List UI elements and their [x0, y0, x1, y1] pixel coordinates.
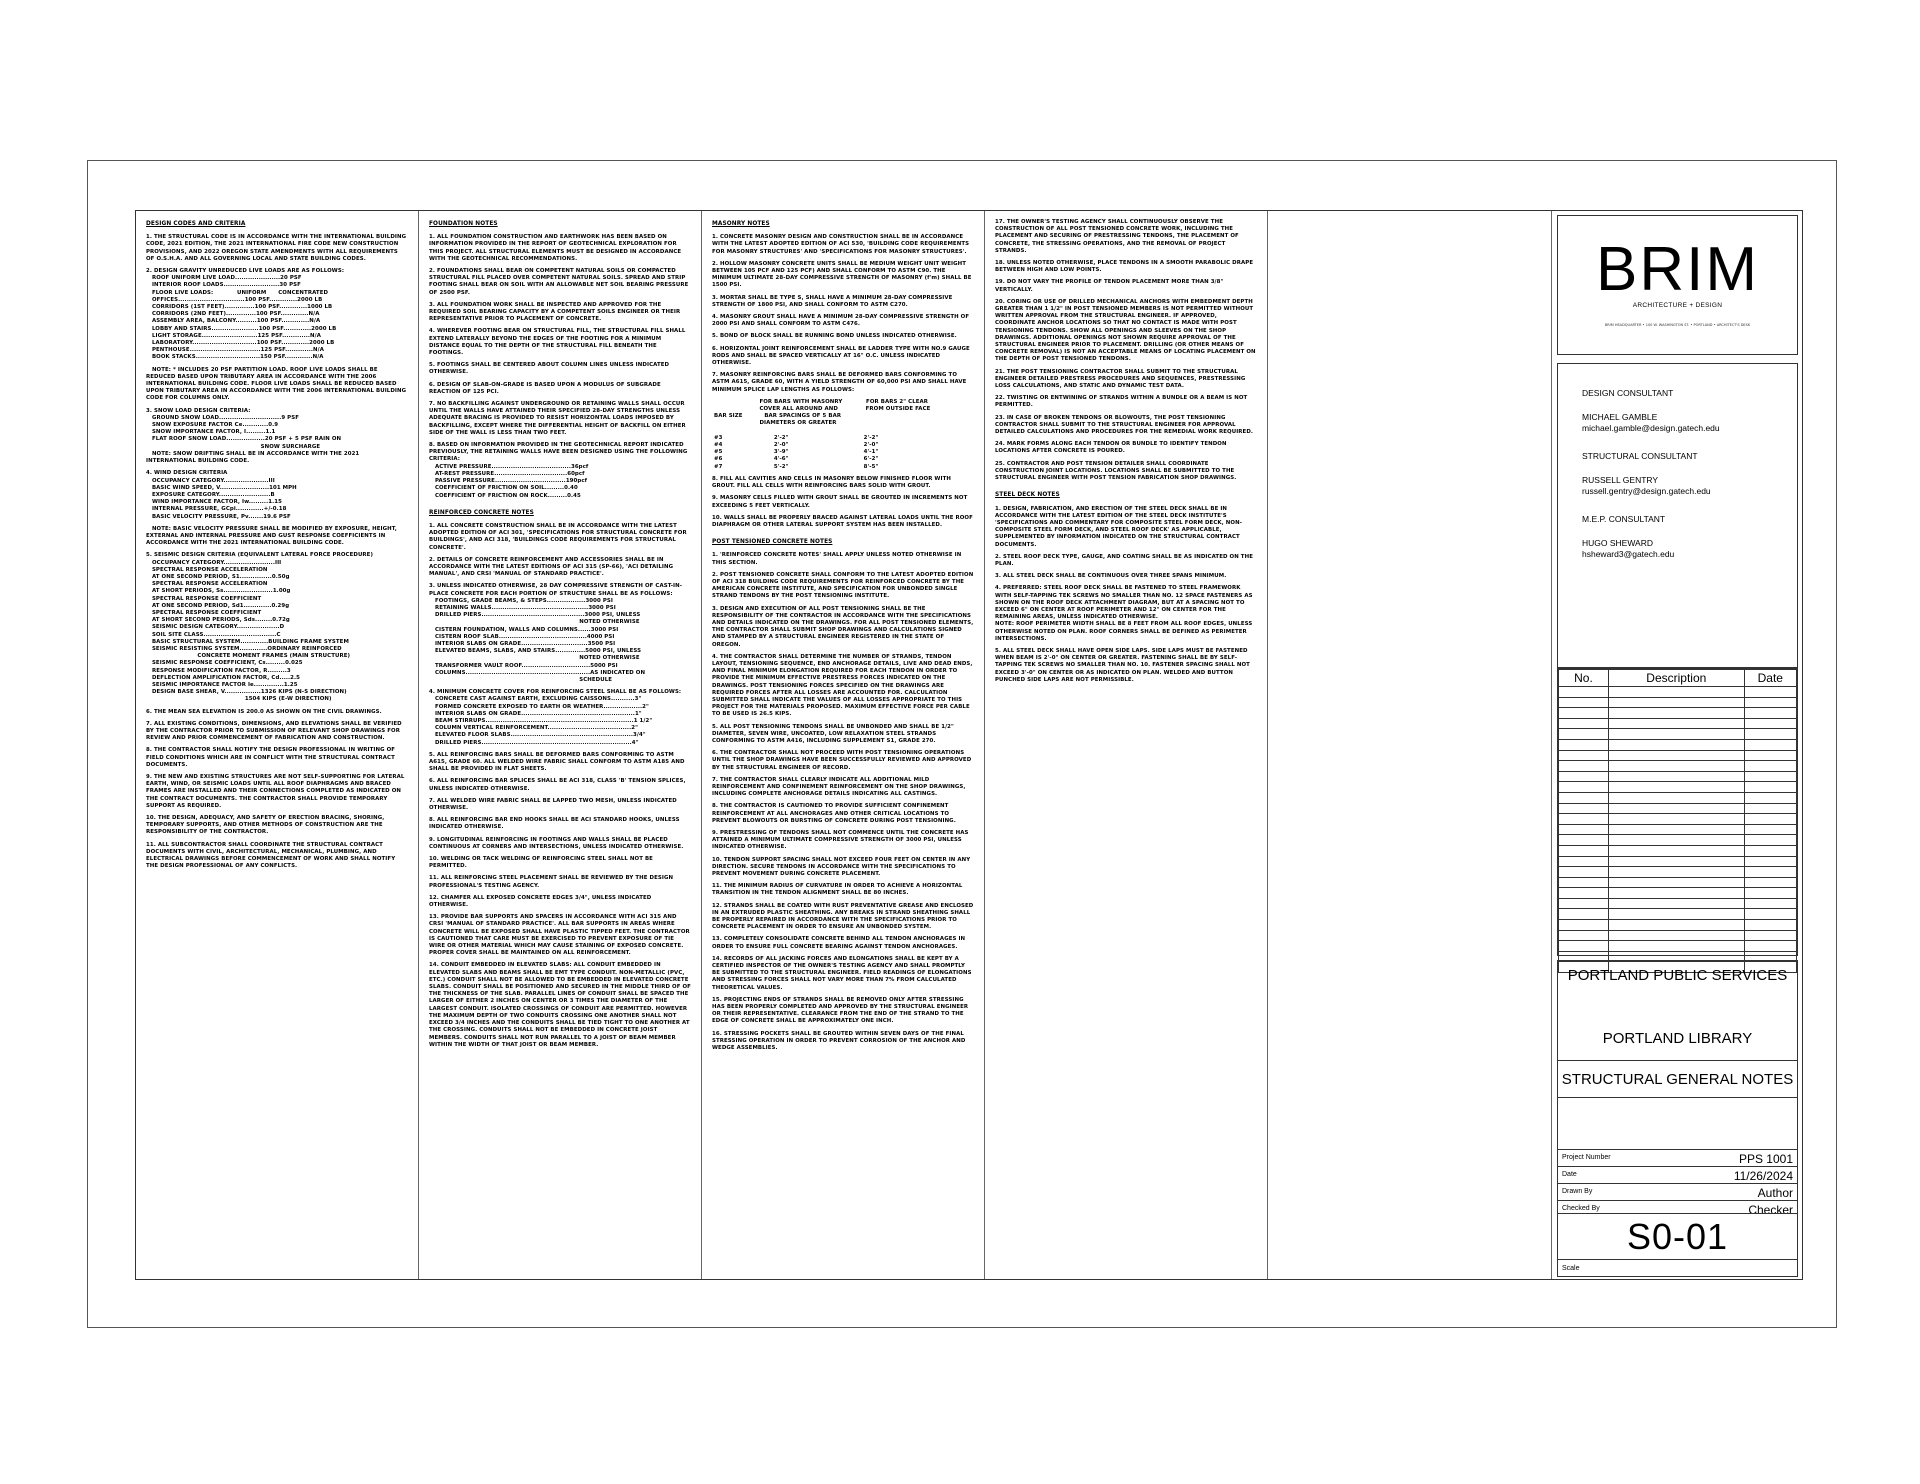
note-paragraph: 4. THE CONTRACTOR SHALL DETERMINE THE NUMBER OF STRANDS, TENDON LAYOUT, TENSIONING SEQUENCE, END ANCHORAGE DETAILS, LIVE AND DEAD ENDS, AND FINAL MINIMUM ELONGATION REQUIRED FOR EACH TENDON IN ORDER TO PROVIDE THE MINIMUM EFFECTIVE PRESTRESS FORCES INDICATED ON THE DRAWINGS. POST TENSIONING FORCES SPECIFIED ON THE DRAWINGS ARE REQUIRED FORCES AFTER ALL LOSSES ARE ACCOUNTED FOR. CALCULATION SUBMITTED SHALL INDICATE THE VALUES OF ALL LOSSES APPROPRIATE TO THIS PROJECT FOR THE MATERIALS PROPOSED. MAXIMUM EFFECTIVE FORCE PER CABLE TO BE USED IS 26.5 KIPS.	[712, 653, 975, 718]
revision-row	[1559, 803, 1797, 814]
title-frame	[135, 210, 1803, 1280]
revision-row	[1559, 729, 1797, 740]
revision-cell	[1559, 718, 1609, 729]
revision-cell	[1744, 718, 1796, 729]
revision-row	[1559, 814, 1797, 825]
note-paragraph: FOR BARS WITH MASONRY FOR BARS 2" CLEAR COVER ALL AROUND AND FROM OUTSIDE FACE BAR SIZE BAR SPACINGS OF 5 BAR DIAMETERS OR GREATER #3 2'-2" 2'-2" #4 2'-0" 2'-0" #5 3'-9" 4'-1" #6 4'-6" 6'-2" #7 5'-2" 8'-5"	[713, 398, 931, 470]
revision-row	[1559, 739, 1797, 750]
revision-cell	[1744, 771, 1796, 782]
revision-row	[1559, 792, 1797, 803]
revision-table	[1558, 669, 1797, 973]
note-paragraph: 10. WELDING OR TACK WELDING OF REINFORCING STEEL SHALL NOT BE PERMITTED.	[429, 856, 655, 870]
note-paragraph: 11. THE MINIMUM RADIUS OF CURVATURE IN ORDER TO ACHIEVE A HORIZONTAL TRANSITION IN THE TENDON ALIGNMENT SHALL BE 80 INCHES.	[712, 883, 965, 897]
revision-row	[1559, 718, 1797, 729]
note-paragraph: 6. DESIGN OF SLAB-ON-GRADE IS BASED UPON A MODULUS OF SUBGRADE REACTION OF 125 PCI.	[429, 381, 663, 395]
note-paragraph: 8. BASED ON INFORMATION PROVIDED IN THE GEOTECHNICAL REPORT INDICATED PREVIOUSLY, THE RETAINING WALLS HAVE BEEN DESIGNED USING THE FOLLOWING CRITERIA: ACTIVE PRESSURE.....................................36pcf AT-REST PRESSURE..................................60pcf PASSIVE PRESSURE.................................190pcf COEFFICIENT OF FRICTION ON SOIL.........0.40 COEFFICIENT OF FRICTION ON ROCK.........0.45	[429, 442, 688, 499]
note-paragraph: 5. ALL STEEL DECK SHALL HAVE OPEN SIDE LAPS. SIDE LAPS MUST BE FASTENED WHEN BEAM IS 2'-0" ON CENTER OR GREATER. FASTENING SHALL BE BY SELF-TAPPING TEK SCREWS NO SMALLER THAN NO. 10. FASTENER SPACING SHALL NOT EXCEED 3'-0" ON CENTER OR AS INDICATED ON PLAN. WELDED AND BUTTON PUNCHED SIDE LAPS ARE NOT PERMISSIBLE.	[995, 647, 1252, 683]
revision-cell	[1559, 941, 1609, 952]
logo-address: BRIM HEADQUARTER • 100 W. WASHINGTON ST. • PORTLAND • ARCHITECT'S DESK	[1604, 323, 1751, 327]
note-paragraph: 2. DESIGN GRAVITY UNREDUCED LIVE LOADS ARE AS FOLLOWS: ROOF UNIFORM LIVE LOAD.....................20 PSF INTERIOR ROOF LOADS..........................30 PSF FLOOR LIVE LOADS: UNIFORM CONCENTRATED OFFICES...............................100 PSF.............2000 LB CORRIDORS (1ST FEET)..............100 PSF.............1000 LB CORRIDORS (2ND FEET)..............100 PSF.............N/A ASSEMBLY AREA, BALCONY..........100 PSF.............N/A LOBBY AND STAIRS......................100 PSF.............2000 LB LIGHT STORAGE..........................125 PSF.............N/A LABORATORY..............................100 PSF.............2000 LB PENTHOUSE.................................125 PSF.............N/A BOOK STACKS..............................150 PSF.............N/A	[146, 268, 345, 361]
revision-row	[1559, 687, 1797, 698]
info-label: Date	[1562, 1171, 1577, 1178]
rev-header-no: No.	[1559, 670, 1609, 687]
revision-cell	[1608, 718, 1744, 729]
revision-row	[1559, 835, 1797, 846]
note-paragraph: 1. 'REINFORCED CONCRETE NOTES' SHALL APPLY UNLESS NOTED OTHERWISE IN THIS SECTION.	[712, 552, 964, 566]
sheet-number-box	[1558, 1213, 1797, 1260]
revision-row	[1559, 888, 1797, 899]
revision-cell	[1559, 729, 1609, 740]
revision-row	[1559, 697, 1797, 708]
section-heading: STEEL DECK NOTES	[995, 492, 1060, 499]
note-paragraph: 6. HORIZONTAL JOINT REINFORCEMENT SHALL BE LADDER TYPE WITH NO.9 GAUGE RODS AND SHALL BE SPACED VERTICALLY AT 16" O.C. UNLESS INDICATED OTHERWISE.	[712, 345, 972, 367]
revision-cell	[1559, 888, 1609, 899]
notes-column-3	[702, 211, 985, 1279]
note-paragraph: 10. THE DESIGN, ADEQUACY, AND SAFETY OF ERECTION BRACING, SHORING, TEMPORARY SUPPORTS, AND OTHER METHODS OF CONSTRUCTION ARE THE RESPONSIBILITY OF THE CONTRACTOR.	[146, 815, 387, 836]
revision-cell	[1608, 761, 1744, 772]
revision-cell	[1608, 687, 1744, 698]
revision-cell	[1744, 930, 1796, 941]
note-paragraph: 1. DESIGN, FABRICATION, AND ERECTION OF THE STEEL DECK SHALL BE IN ACCORDANCE WITH THE LATEST EDITION OF THE STEEL DECK INSTITUTE'S 'SPECIFICATIONS AND COMMENTARY FOR COMPOSITE STEEL FORM DECK, NON-COMPOSITE STEEL FORM DECK, AND STEEL ROOF DECK' AS APPLICABLE, SUPPLEMENTED BY INFORMATION INDICATED ON THE STRUCTURAL CONTRACT DOCUMENTS.	[995, 505, 1243, 548]
revision-cell	[1744, 941, 1796, 952]
revision-row	[1559, 856, 1797, 867]
revision-cell	[1744, 824, 1796, 835]
info-value: Checker	[1748, 1203, 1793, 1217]
section-heading: FOUNDATION NOTES	[429, 221, 498, 227]
section-heading: POST TENSIONED CONCRETE NOTES	[712, 539, 833, 546]
note-paragraph: 5. BOND OF BLOCK SHALL BE RUNNING BOND UNLESS INDICATED OTHERWISE.	[712, 333, 957, 340]
rev-header-description: Description	[1608, 670, 1744, 687]
consultant-role: M.E.P. CONSULTANT	[1582, 514, 1666, 524]
note-paragraph: 4. PREFERRED: STEEL ROOF DECK SHALL BE FASTENED TO STEEL FRAMEWORK WITH SELF-TAPPING TEK SCREWS NO SMALLER THAN NO. 12 SPACE FASTENERS AS SHOWN ON THE ROOF DECK ATTACHMENT DIAGRAM, BUT AT A SPACING NOT TO EXCEED 6" ON CENTER AT ROOF PERIMETER AND 12" ON CENTER FOR THE REMAINING AREAS, UNLESS INDICATED OTHERWISE. NOTE: ROOF PERIMETER WIDTH SHALL BE 8 FEET FROM ALL ROOF EDGES, UNLESS OTHERWISE NOTED ON PLAN. ROOF CORNERS SHALL BE DEFINED AS PERIMETER INTERSECTIONS.	[995, 585, 1253, 642]
revision-cell	[1744, 782, 1796, 793]
consultant-role: STRUCTURAL CONSULTANT	[1582, 451, 1698, 461]
revision-cell	[1559, 771, 1609, 782]
notes-column-2	[419, 211, 702, 1279]
revision-cell	[1559, 687, 1609, 698]
revision-cell	[1559, 898, 1609, 909]
note-paragraph: 25. CONTRACTOR AND POST TENSION DETAILER SHALL COORDINATE CONSTRUCTION JOINT LOCATIONS. LOCATIONS SHALL BE SUBMITTED TO THE STRUCTURAL ENGINEER WITH POST TENSION FABRICATION SHOP DRAWINGS.	[995, 460, 1237, 482]
revision-cell	[1744, 920, 1796, 931]
revision-cell	[1608, 898, 1744, 909]
revision-row	[1559, 782, 1797, 793]
note-paragraph: 10. WALLS SHALL BE PROPERLY BRACED AGAINST LATERAL LOADS UNTIL THE ROOF DIAPHRAGM OR OTHER LATERAL SUPPORT SYSTEM HAS BEEN INSTALLED.	[712, 514, 975, 528]
notes-column-1	[136, 211, 419, 1279]
note-paragraph: 10. TENDON SUPPORT SPACING SHALL NOT EXCEED FOUR FEET ON CENTER IN ANY DIRECTION. SECURE TENDONS IN ACCORDANCE WITH THE SPECIFICATIONS TO PREVENT MOVEMENT DURING CONCRETE PLACEMENT.	[712, 856, 973, 878]
revision-cell	[1744, 867, 1796, 878]
sheet-number: S0-01	[1626, 1216, 1729, 1257]
revision-cell	[1744, 803, 1796, 814]
revision-row	[1559, 750, 1797, 761]
info-value: 11/26/2024	[1733, 1169, 1793, 1183]
info-label: Project Number	[1562, 1154, 1611, 1161]
sheet-title-box	[1558, 1060, 1797, 1098]
revision-cell	[1559, 909, 1609, 920]
revision-row	[1559, 867, 1797, 878]
note-paragraph: 7. MASONRY REINFORCING BARS SHALL BE DEFORMED BARS CONFORMING TO ASTM A615, GRADE 60, WITH A YIELD STRENGTH OF 60,000 PSI AND SHALL HAVE MINIMUM SPLICE LAP LENGTHS AS FOLLOWS:	[712, 372, 969, 393]
note-paragraph: 3. SNOW LOAD DESIGN CRITERIA: GROUND SNOW LOAD.............................9 PSF SNOW EXPOSURE FACTOR Ce............0.9 SNOW IMPORTANCE FACTOR, I.........1.1 FLAT ROOF SNOW LOAD..................20 PSF + 5 PSF RAIN ON SNOW SURCHARGE NOTE: SNOW DRIFTING SHALL BE IN ACCORDANCE WITH THE 2021 INTERNATIONAL BUILDING CODE.	[146, 407, 360, 465]
revision-cell	[1559, 867, 1609, 878]
revision-row	[1559, 877, 1797, 888]
revision-cell	[1608, 845, 1744, 856]
revision-cell	[1559, 814, 1609, 825]
note-paragraph: 1. ALL CONCRETE CONSTRUCTION SHALL BE IN ACCORDANCE WITH THE LATEST ADOPTED EDITION OF ACI 301, 'SPECIFICATIONS FOR STRUCTURAL CONCRETE FOR BUILDINGS', AND ACI 318, 'BUILDINGS CODE REQUIREMENTS FOR STRUCTURAL CONCRETE'.	[429, 522, 689, 551]
revision-cell	[1744, 739, 1796, 750]
revision-cell	[1744, 888, 1796, 899]
note-paragraph: 7. THE CONTRACTOR SHALL CLEARLY INDICATE ALL ADDITIONAL MILD REINFORCEMENT AND CONFINEMENT REINFORCEMENT ON THE SHOP DRAWINGS, INCLUDING COMPLETE ANCHORAGE DETAILS INDICATING ALL CASTINGS.	[712, 776, 968, 798]
revision-cell	[1608, 782, 1744, 793]
scale-label: Scale	[1562, 1265, 1580, 1272]
note-paragraph: 5. ALL POST TENSIONING TENDONS SHALL BE UNBONDED AND SHALL BE 1/2" DIAMETER, SEVEN WIRE, UNCOATED, LOW RELAXATION STEEL STRANDS CONFORMING TO ASTM A416, INCLUDING SUPPLEMENT S1, GRADE 270.	[712, 723, 956, 744]
revision-cell	[1608, 814, 1744, 825]
consultant-email: russell.gentry@design.gatech.edu	[1582, 486, 1711, 496]
note-paragraph: 4. MINIMUM CONCRETE COVER FOR REINFORCING STEEL SHALL BE AS FOLLOWS: CONCRETE CAST AGAINST EARTH, EXCLUDING CAISSONS...........3" FORMED CONCRETE EXPOSED TO EARTH OR WEATHER..................2" INTERIOR SLABS ON GRADE.....................................................1" BEAM STIRRUPS.....................................................................1 1/2" COLUMN VERTICAL REINFORCEMENT.......................................2" ELEVATED FLOOR SLABS.........................................................3/4" DRILLED PIERS......................................................................4"	[429, 689, 682, 746]
revision-cell	[1744, 750, 1796, 761]
revision-box	[1557, 668, 1798, 956]
note-paragraph: 14. CONDUIT EMBEDDED IN ELEVATED SLABS: ALL CONDUIT EMBEDDED IN ELEVATED SLABS AND BEAMS SHALL BE EMT TYPE CONDUIT. NON-METALLIC (PVC, ETC.) CONDUIT SHALL NOT BE ALLOWED TO BE EMBEDDED IN ELEVATED CONCRETE SLABS. CONDUIT SHALL BE POSITIONED AND SECURED IN THE MIDDLE THIRD OF OF THE THICKNESS OF THE SLAB. PARALLEL LINES OF CONDUIT SHALL BE SPACED THE LARGER OF EITHER 2 INCHES ON CENTER OR 3 TIMES THE DIAMETER OF THE LARGEST CONDUIT. ISOLATED CROSSINGS OF CONDUIT ARE PERMITTED. HOWEVER THE MAXIMUM DEPTH OF TWO CONDUITS CROSSING ONE ANOTHER SHALL NOT EXCEED 3/4 INCHES AND THE CONDUITS SHALL BE TIED TIGHT TO ONE ANOTHER AT THE CROSSING. CONDUITS SHALL NOT BE EMBEDDED IN CONCRETE JOIST MEMBERS. CONDUITS SHALL NOT RUN PARALLEL TO A JOIST OF BEAM MEMBER WITHIN THE WIDTH OF THAT JOIST OR BEAM MEMBER.	[429, 962, 693, 1048]
revision-cell	[1559, 782, 1609, 793]
note-paragraph: 21. THE POST TENSIONING CONTRACTOR SHALL SUBMIT TO THE STRUCTURAL ENGINEER DETAILED PRESTRESS PROCEDURES AND SEQUENCES, PRESTRESSING LOSS CALCULATIONS, AND STATIC AND DYNAMIC TEST DATA.	[995, 368, 1248, 390]
project-name: PORTLAND LIBRARY	[1602, 1030, 1753, 1047]
revision-row	[1559, 845, 1797, 856]
revision-row	[1559, 708, 1797, 719]
note-paragraph: 9. LONGITUDINAL REINFORCING IN FOOTINGS AND WALLS SHALL BE PLACED CONTINUOUS AT CORNERS AND INTERSECTIONS, UNLESS INDICATED OTHERWISE.	[429, 836, 684, 850]
revision-cell	[1559, 845, 1609, 856]
note-paragraph: 3. DESIGN AND EXECUTION OF ALL POST TENSIONING SHALL BE THE RESPONSIBILITY OF THE CONTRACTOR IN ACCORDANCE WITH THE SPECIFICATIONS AND DETAILS INDICATED ON THE DRAWINGS. FOR ALL POST TENSIONED ELEMENTS, THE CONTRACTOR SHALL SUBMIT SHOP DRAWINGS AND CALCULATIONS SIGNED AND STAMPED BY A STRUCTURAL ENGINEER REGISTERED IN THE STATE OF OREGON.	[712, 605, 976, 648]
consultant-name: MICHAEL GAMBLE	[1582, 412, 1658, 422]
note-paragraph: 5. FOOTINGS SHALL BE CENTERED ABOUT COLUMN LINES UNLESS INDICATED OTHERWISE.	[429, 362, 672, 376]
revision-cell	[1559, 708, 1609, 719]
project-box	[1557, 960, 1798, 1277]
logo-box	[1557, 215, 1798, 355]
info-row	[1558, 1149, 1797, 1166]
revision-cell	[1559, 824, 1609, 835]
note-paragraph: 16. STRESSING POCKETS SHALL BE GROUTED WITHIN SEVEN DAYS OF THE FINAL STRESSING OPERATION IN ORDER TO PREVENT CORROSION OF THE ANCHOR AND WEDGE ASSEMBLIES.	[712, 1030, 968, 1052]
project-info	[1558, 1149, 1797, 1217]
revision-cell	[1608, 750, 1744, 761]
consultant-email: michael.gamble@design.gatech.edu	[1582, 423, 1720, 433]
consultant-email: hsheward3@gatech.edu	[1582, 549, 1675, 559]
note-paragraph: 5. SEISMIC DESIGN CRITERIA (EQUIVALENT LATERAL FORCE PROCEDURE) OCCUPANCY CATEGORY........................III SPECTRAL RESPONSE ACCELERATION AT ONE SECOND PERIOD, S1...............0.50g SPECTRAL RESPONSE ACCELERATION AT SHORT PERIODS, Ss.......................1.00g SPECTRAL RESPONSE COEFFICIENT AT ONE SECOND PERIOD, Sd1.............0.29g SPECTRAL RESPONSE COEFFICIENT AT SHORT SECOND PERIODS, Sds........0.72g SEISMIC DESIGN CATEGORY....................D SOIL SITE CLASS..................................C BASIC STRUCTURAL SYSTEM.............BUILDING FRAME SYSTEM SEISMIC RESISTING SYSTEM.............ORDINARY REINFORCED CONCRETE MOMENT FRAMES (MAIN STRUCTURE) SEISMIC RESPONSE COEFFICIENT, Cs.........0.025 RESPONSE MODIFICATION FACTOR, R.........3 DEFLECTION AMPLIFICATION FACTOR, Cd.....2.5 SEISMIC IMPORTANCE FACTOR Ie..............1.25 DESIGN BASE SHEAR, V.................1326 KIPS (N-S DIRECTION) 1504 KIPS (E-W DIRECTION)	[146, 552, 374, 703]
note-paragraph: 6. THE CONTRACTOR SHALL NOT PROCEED WITH POST TENSIONING OPERATIONS UNTIL THE SHOP DRAWINGS HAVE BEEN SUCCESSFULLY REVIEWED AND APPROVED BY THE STRUCTURAL ENGINEER OF RECORD.	[712, 750, 974, 771]
note-paragraph: 23. IN CASE OF BROKEN TENDONS OR BLOWOUTS, THE POST TENSIONING CONTRACTOR SHALL SUBMIT TO THE STRUCTURAL ENGINEER FOR APPROVAL DETAILED CALCULATIONS AND PROCEDURES FOR THE REMEDIAL WORK REQUIRED.	[995, 414, 1254, 436]
revision-cell	[1608, 739, 1744, 750]
note-paragraph: 2. DETAILS OF CONCRETE REINFORCEMENT AND ACCESSORIES SHALL BE IN ACCORDANCE WITH THE LATEST EDITIONS OF ACI 315 (SP-66), 'ACI DETAILING MANUAL', AND CRSI 'MANUAL OF STANDARD PRACTICE'.	[429, 556, 676, 578]
revision-cell	[1559, 739, 1609, 750]
note-paragraph: 7. NO BACKFILLING AGAINST UNDERGROUND OR RETAINING WALLS SHALL OCCUR UNTIL THE WALLS HAVE ATTAINED THEIR SPECIFIED 28-DAY STRENGTHS UNLESS ADEQUATE BRACING IS PROVIDED TO RESIST HORIZONTAL LOADS IMPOSED BY BACKFILLING, EXCEPT WHERE THE DIFFERENTIAL HEIGHT OF BACKFILL ON EITHER SIDE OF THE WALL IS LESS THAN TWO FEET.	[429, 401, 688, 436]
info-row	[1558, 1183, 1797, 1200]
section-heading: MASONRY NOTES	[712, 221, 770, 227]
note-paragraph: 12. CHAMFER ALL EXPOSED CONCRETE EDGES 3/4", UNLESS INDICATED OTHERWISE.	[429, 894, 654, 909]
revision-cell	[1744, 898, 1796, 909]
info-value: Author	[1757, 1186, 1793, 1200]
note-paragraph: 8. THE CONTRACTOR SHALL NOTIFY THE DESIGN PROFESSIONAL IN WRITING OF FIELD CONDITIONS WHICH ARE IN CONFLICT WITH THE STRUCTURAL CONTRACT DOCUMENTS.	[146, 747, 398, 768]
note-paragraph: 3. ALL STEEL DECK SHALL BE CONTINUOUS OVER THREE SPANS MINIMUM.	[995, 573, 1227, 580]
revision-cell	[1559, 877, 1609, 888]
title-block	[1552, 211, 1804, 1279]
note-paragraph: 1. ALL FOUNDATION CONSTRUCTION AND EARTHWORK HAS BEEN BASED ON INFORMATION PROVIDED IN THE REPORT OF GEOTECHNICAL EXPLORATION FOR THIS PROJECT. ALL STRUCTURAL ELEMENTS MUST BE DESIGNED IN ACCORDANCE WITH THE GEOTECHNICAL RECOMMENDATIONS.	[429, 234, 684, 262]
note-paragraph: 9. MASONRY CELLS FILLED WITH GROUT SHALL BE GROUTED IN INCREMENTS NOT EXCEEDING 5 FEET VERTICALLY.	[712, 495, 970, 509]
consultant-name: HUGO SHEWARD	[1582, 538, 1653, 548]
note-paragraph: 3. ALL FOUNDATION WORK SHALL BE INSPECTED AND APPROVED FOR THE REQUIRED SOIL BEARING CAPACITY BY A COMPETENT SOILS ENGINEER OR THEIR REPRESENTATIVE PRIOR TO PLACEMENT OF CONCRETE.	[429, 301, 683, 323]
note-paragraph: 22. TWISTING OR ENTWINING OF STRANDS WITHIN A BUNDLE OR A BEAM IS NOT PERMITTED.	[995, 395, 1250, 409]
note-paragraph: 12. STRANDS SHALL BE COATED WITH RUST PREVENTATIVE GREASE AND ENCLOSED IN AN EXTRUDED PLASTIC SHEATHING. ANY BREAKS IN STRAND SHEATHING SHALL BE PROPERLY REPAIRED IN ACCORDANCE WITH THE SPECIFICATIONS PRIOR TO CONCRETE PLACEMENT IN ORDER TO ENSURE AN UNBONDED SYSTEM.	[712, 902, 976, 931]
revision-cell	[1608, 867, 1744, 878]
note-paragraph: 13. PROVIDE BAR SUPPORTS AND SPACERS IN ACCORDANCE WITH ACI 315 AND CRSI 'MANUAL OF STANDARD PRACTICE'. ALL BAR SUPPORTS IN AREAS WHERE CONCRETE WILL BE EXPOSED SHALL HAVE PLASTIC TIPPED FEET. THE CONTRACTOR IS CAUTIONED THAT CARE MUST BE EXERCISED TO PREVENT EXPOSURE OF TIE WIRE OR OTHER MATERIAL WHICH MAY CAUSE STAINING OF EXPOSED CONCRETE. PROPER COVER SHALL BE MAINTAINED ON ALL REINFORCEMENT.	[429, 914, 692, 957]
revision-cell	[1744, 877, 1796, 888]
note-paragraph: 1. CONCRETE MASONRY DESIGN AND CONSTRUCTION SHALL BE IN ACCORDANCE WITH THE LATEST ADOPTED EDITION OF ACI 530, 'BUILDING CODE REQUIREMENTS FOR MASONRY STRUCTURES' AND 'SPECIFICATIONS FOR MASONRY STRUCTURES'.	[712, 234, 972, 255]
revision-cell	[1559, 856, 1609, 867]
note-paragraph: 4. WHEREVER FOOTING BEAR ON STRUCTURAL FILL, THE STRUCTURAL FILL SHALL EXTEND LATERALLY BEYOND THE EDGES OF THE FOOTING FOR A MINIMUM DISTANCE EQUAL TO THE DEPTH OF THE STRUCTURAL FILL BENEATH THE FOOTINGS.	[429, 328, 688, 357]
revision-rows	[1559, 687, 1797, 973]
revision-cell	[1744, 729, 1796, 740]
scale-box	[1558, 1259, 1797, 1279]
revision-cell	[1608, 771, 1744, 782]
info-label: Checked By	[1562, 1205, 1600, 1212]
revision-cell	[1608, 835, 1744, 846]
revision-row	[1559, 824, 1797, 835]
client-name: PORTLAND PUBLIC SERVICES	[1567, 967, 1788, 984]
note-paragraph: NOTE: BASIC VELOCITY PRESSURE SHALL BE MODIFIED BY EXPOSURE, HEIGHT, EXTERNAL AND INTERNAL PRESSURE AND GUST RESPONSE COEFFICIENTS IN ACCORDANCE WITH THE 2021 INTERNATIONAL BUILDING CODE.	[146, 525, 399, 547]
note-paragraph: 15. PROJECTING ENDS OF STRANDS SHALL BE REMOVED ONLY AFTER STRESSING HAS BEEN PROPERLY COMPLETED AND APPROVED BY THE STRUCTURAL ENGINEER OR THEIR REPRESENTATIVE. CLEARANCE FROM THE END OF THE STRAND TO THE EDGE OF CONCRETE SHALL BE APPROXIMATELY ONE INCH.	[712, 996, 971, 1025]
note-paragraph: 8. FILL ALL CAVITIES AND CELLS IN MASONRY BELOW FINISHED FLOOR WITH GROUT. FILL ALL CELLS WITH REINFORCING BARS SOLID WITH GROUT.	[712, 475, 953, 490]
revision-cell	[1744, 814, 1796, 825]
note-paragraph: 2. STEEL ROOF DECK TYPE, GAUGE, AND COATING SHALL BE AS INDICATED ON THE PLAN.	[995, 553, 1255, 567]
revision-cell	[1608, 888, 1744, 899]
note-paragraph: 24. MARK FORMS ALONG EACH TENDON OR BUNDLE TO IDENTIFY TENDON LOCATIONS AFTER CONCRETE IS POURED.	[995, 441, 1229, 455]
consultants-box	[1557, 363, 1798, 668]
revision-row	[1559, 920, 1797, 931]
revision-cell	[1608, 909, 1744, 920]
revision-cell	[1608, 824, 1744, 835]
revision-row	[1559, 761, 1797, 772]
note-paragraph: 3. MORTAR SHALL BE TYPE S, SHALL HAVE A MINIMUM 28-DAY COMPRESSIVE STRENGTH OF 1800 PSI, AND SHALL CONFORM TO ASTM C270.	[712, 294, 955, 308]
brim-logo: BRIM	[1596, 235, 1759, 304]
note-paragraph: 9. PRESTRESSING OF TENDONS SHALL NOT COMMENCE UNTIL THE CONCRETE HAS ATTAINED A MINIMUM ULTIMATE COMPRESSIVE STRENGTH OF 3000 PSI, UNLESS INDICATED OTHERWISE.	[712, 830, 971, 851]
note-paragraph: NOTE: * INCLUDES 20 PSF PARTITION LOAD. ROOF LIVE LOADS SHALL BE REDUCED BASED UPON TRIBUTARY AREA IN ACCORDANCE WITH THE 2006 INTERNATIONAL BUILDING CODE. FLOOR LIVE LOADS SHALL BE REDUCED BASED UPON TRIBUTARY AREA IN ACCORDANCE WITH THE 2006 INTERNATIONAL BUILDING CODE FOR COLUMNS ONLY.	[146, 366, 409, 402]
section-heading: REINFORCED CONCRETE NOTES	[429, 509, 534, 516]
revision-cell	[1744, 687, 1796, 698]
note-paragraph: 2. HOLLOW MASONRY CONCRETE UNITS SHALL BE MEDIUM WEIGHT UNIT WEIGHT BETWEEN 105 PCF AND 125 PCF) AND SHALL CONFORM TO ASTM C90. THE MINIMUM ULTIMATE 28-DAY COMPRESSIVE STRENGTH OF MASONRY (f'm) SHALL BE 1500 PSI.	[712, 260, 974, 289]
note-paragraph: 20. CORING OR USE OF DRILLED MECHANICAL ANCHORS WITH EMBEDMENT DEPTH GREATER THAN 1 1/2" IN POST TENSIONED MEMBERS IS NOT PERMITTED WITHOUT WRITTEN APPROVAL FROM THE STRUCTURAL ENGINEER. IF APPROVED, COORDINATE ANCHOR LOCATIONS SO THAT NO CONTACT IS MADE WITH POST TENSIONING TENDONS. SHOW ALL OPENINGS AND SLEEVES ON THE SHOP DRAWINGS. ADDITIONAL OPENINGS NOT SHOWN REQUIRE APPROVAL OF THE STRUCTURAL ENGINEER PRIOR TO PLACEMENT. DRILLING (OR OTHER MEANS OF CONCRETE REMOVAL) IS NOT AN ACCEPTABLE MEANS OF LOCATING PLACEMENT ON THE DEPTH OF POST TENSIONED TENDONS.	[995, 298, 1258, 363]
info-label: Drawn By	[1562, 1188, 1593, 1195]
revision-cell	[1608, 930, 1744, 941]
revision-cell	[1744, 792, 1796, 803]
note-paragraph: 2. POST TENSIONED CONCRETE SHALL CONFORM TO THE LATEST ADOPTED EDITION OF ACI 318 BUILDING CODE REQUIREMENTS FOR REINFORCED CONCRETE BY THE AMERICAN CONCRETE INSTITUTE, AND SPECIFICATION FOR UNBONDED SINGLE STRAND TENDONS BY THE POST TENSIONING INSTITUTE.	[712, 571, 976, 600]
revision-cell	[1559, 920, 1609, 931]
revision-cell	[1559, 930, 1609, 941]
revision-cell	[1559, 803, 1609, 814]
note-paragraph: 14. RECORDS OF ALL JACKING FORCES AND ELONGATIONS SHALL BE KEPT BY A CERTIFIED INSPECTOR OF THE OWNER'S TESTING AGENCY AND SHALL PROMPTLY BE SUBMITTED TO THE STRUCTURAL ENGINEER. FIELD READINGS OF ELONGATIONS AND STRESSING FORCES SHALL NOT VARY MORE THAN 7% FROM CALCULATED THEORETICAL VALUES.	[712, 955, 974, 991]
note-paragraph: 8. THE CONTRACTOR IS CAUTIONED TO PROVIDE SUFFICIENT CONFINEMENT REINFORCEMENT AT ALL ANCHORAGES AND OTHER CRITICAL LOCATIONS TO PREVENT BLOWOUTS OR BURSTING OF CONCRETE DURING POST TENSIONING.	[712, 803, 956, 824]
revision-row	[1559, 941, 1797, 952]
note-paragraph: 1. THE STRUCTURAL CODE IS IN ACCORDANCE WITH THE INTERNATIONAL BUILDING CODE, 2021 EDITION, THE 2021 INTERNATIONAL FIRE CODE NEW CONSTRUCTION PROVISIONS, AND 2022 OREGON STATE AMENDMENTS WITH ALL REQUIREMENTS OF O.S.H.A. AND ALL GOVERNING LOCAL AND STATE BUILDING CODES.	[146, 234, 409, 262]
revision-cell	[1744, 845, 1796, 856]
note-paragraph: 7. ALL WELDED WIRE FABRIC SHALL BE LAPPED TWO MESH, UNLESS INDICATED OTHERWISE.	[429, 797, 679, 812]
revision-cell	[1744, 856, 1796, 867]
revision-row	[1559, 930, 1797, 941]
revision-cell	[1608, 856, 1744, 867]
note-paragraph: 19. DO NOT VARY THE PROFILE OF TENDON PLACEMENT MORE THAN 3/8" VERTICALLY.	[995, 279, 1226, 293]
revision-cell	[1559, 750, 1609, 761]
note-paragraph: 5. ALL REINFORCING BARS SHALL BE DEFORMED BARS CONFORMING TO ASTM A615, GRADE 60. ALL WELDED WIRE FABRIC SHALL CONFORM TO ASTM A185 AND SHALL BE PROVIDED IN FLAT SHEETS.	[429, 751, 687, 773]
rev-header-date: Date	[1744, 670, 1796, 687]
revision-cell	[1608, 708, 1744, 719]
note-paragraph: 4. WIND DESIGN CRITERIA OCCUPANCY CATEGORY.....................III BASIC WIND SPEED, V.......................101 MPH EXPOSURE CATEGORY........................B WIND IMPORTANCE FACTOR, Iw.........1.15 INTERNAL PRESSURE, GCpi.............+/-0.18 BASIC VELOCITY PRESSURE, Pv.......19.6 PSF	[146, 470, 297, 520]
revision-row	[1559, 898, 1797, 909]
note-paragraph: 18. UNLESS NOTED OTHERWISE, PLACE TENDONS IN A SMOOTH PARABOLIC DRAPE BETWEEN HIGH AND LOW POINTS.	[995, 260, 1256, 274]
revision-cell	[1559, 835, 1609, 846]
revision-cell	[1608, 920, 1744, 931]
info-row	[1558, 1166, 1797, 1183]
revision-cell	[1608, 792, 1744, 803]
revision-cell	[1744, 697, 1796, 708]
note-paragraph: 7. ALL EXISTING CONDITIONS, DIMENSIONS, AND ELEVATIONS SHALL BE VERIFIED BY THE CONTRACTOR PRIOR TO SUBMISSION OF RELEVANT SHOP DRAWINGS FOR REVIEW AND PRIOR COMMENCEMENT OF FABRICATION AND CONSTRUCTION.	[146, 720, 404, 742]
revision-cell	[1608, 697, 1744, 708]
empty-column	[1268, 211, 1552, 1279]
revision-row	[1559, 909, 1797, 920]
consultant-name: RUSSELL GENTRY	[1582, 475, 1659, 485]
note-paragraph: 6. ALL REINFORCING BAR SPLICES SHALL BE ACI 318, CLASS 'B' TENSION SPLICES, UNLESS INDICATED OTHERWISE.	[429, 778, 688, 792]
section-heading: DESIGN CODES AND CRITERIA	[146, 221, 246, 227]
revision-cell	[1559, 761, 1609, 772]
note-paragraph: 11. ALL REINFORCING STEEL PLACEMENT SHALL BE REVIEWED BY THE DESIGN PROFESSIONAL'S TESTING AGENCY.	[429, 875, 676, 889]
note-paragraph: 4. MASONRY GROUT SHALL HAVE A MINIMUM 28-DAY COMPRESSIVE STRENGTH OF 2000 PSI AND SHALL CONFORM TO ASTM C476.	[712, 314, 972, 328]
note-paragraph: 9. THE NEW AND EXISTING STRUCTURES ARE NOT SELF-SUPPORTING FOR LATERAL EARTH, WIND, OR SEISMIC LOADS UNTIL ALL ROOF DIAPHRAGMS AND BRACED FRAMES ARE INSTALLED AND THEIR CONNECTIONS COMPLETED AS INDICATED ON THE CONTRACT DOCUMENTS. THE CONTRACTOR SHALL PROVIDE TEMPORARY SUPPORT AS REQUIRED.	[146, 774, 407, 809]
revision-cell	[1559, 792, 1609, 803]
note-paragraph: 8. ALL REINFORCING BAR END HOOKS SHALL BE ACI STANDARD HOOKS, UNLESS INDICATED OTHERWISE.	[429, 817, 682, 831]
revision-cell	[1744, 835, 1796, 846]
note-paragraph: 13. COMPLETELY CONSOLIDATE CONCRETE BEHIND ALL TENDON ANCHORAGES IN ORDER TO ENSURE FULL CONCRETE BEARING AGAINST TENDON ANCHORAGES.	[712, 936, 968, 950]
revision-cell	[1608, 803, 1744, 814]
note-paragraph: 6. THE MEAN SEA ELEVATION IS 200.0 AS SHOWN ON THE CIVIL DRAWINGS.	[146, 708, 382, 715]
revision-cell	[1744, 708, 1796, 719]
logo-subtitle: ARCHITECTURE + DESIGN	[1632, 302, 1723, 309]
note-paragraph: 2. FOUNDATIONS SHALL BEAR ON COMPETENT NATURAL SOILS OR COMPACTED STRUCTURAL FILL PLACED OVER COMPETENT NATURAL SOILS. SPREAD AND STRIP FOOTING SHALL BEAR ON SOIL WITH AN ALLOWABLE NET SOIL BEARING PRESSURE OF 2500 PSF.	[429, 268, 691, 296]
revision-cell	[1744, 909, 1796, 920]
note-paragraph: 11. ALL SUBCONTRACTOR SHALL COORDINATE THE STRUCTURAL CONTRACT DOCUMENTS WITH CIVIL, ARCHITECTURAL, MECHANICAL, PLUMBING, AND ELECTRICAL DRAWINGS BEFORE COMMENCEMENT OF WORK AND SHALL NOTIFY THE DESIGN PROFESSIONAL OF ANY CONFLICTS.	[146, 841, 398, 870]
revision-cell	[1744, 761, 1796, 772]
info-value: PPS 1001	[1738, 1152, 1793, 1166]
consultant-role: DESIGN CONSULTANT	[1582, 388, 1674, 398]
revision-cell	[1608, 877, 1744, 888]
note-paragraph: 3. UNLESS INDICATED OTHERWISE, 28 DAY COMPRESSIVE STRENGTH OF CAST-IN-PLACE CONCRETE FOR EACH PORTION OF STRUCTURE SHALL BE AS FOLLOWS: FOOTINGS, GRADE BEAMS, & STEPS..................3000 PSI RETAINING WALLS.............................................3000 PSI DRILLED PIERS................................................3000 PSI, UNLESS NOTED OTHERWISE CISTERN FOUNDATION, WALLS AND COLUMNS......3000 PSI CISTERN ROOF SLAB.........................................4000 PSI INTERIOR SLABS ON GRADE...............................3500 PSI ELEVATED BEAMS, SLABS, AND STAIRS..............5000 PSI, UNLESS NOTED OTHERWISE TRANSFORMER VAULT ROOF................................5000 PSI COLUMNS..........................................................AS INDICATED ON SCHEDULE	[429, 583, 683, 683]
revision-cell	[1608, 941, 1744, 952]
note-paragraph: 17. THE OWNER'S TESTING AGENCY SHALL CONTINUOUSLY OBSERVE THE CONSTRUCTION OF ALL POST TENSIONED CONCRETE WORK, INCLUDING THE PLACEMENT AND SECURING OF PRESTRESSING TENDONS, THE PLACEMENT OF CONCRETE, THE STRESSING OPERATIONS, AND THE REMOVAL OF PROJECT STRANDS.	[995, 219, 1241, 254]
revision-cell	[1559, 697, 1609, 708]
notes-column-4	[985, 211, 1268, 1279]
revision-row	[1559, 771, 1797, 782]
sheet-title: STRUCTURAL GENERAL NOTES	[1561, 1071, 1794, 1088]
revision-cell	[1608, 729, 1744, 740]
